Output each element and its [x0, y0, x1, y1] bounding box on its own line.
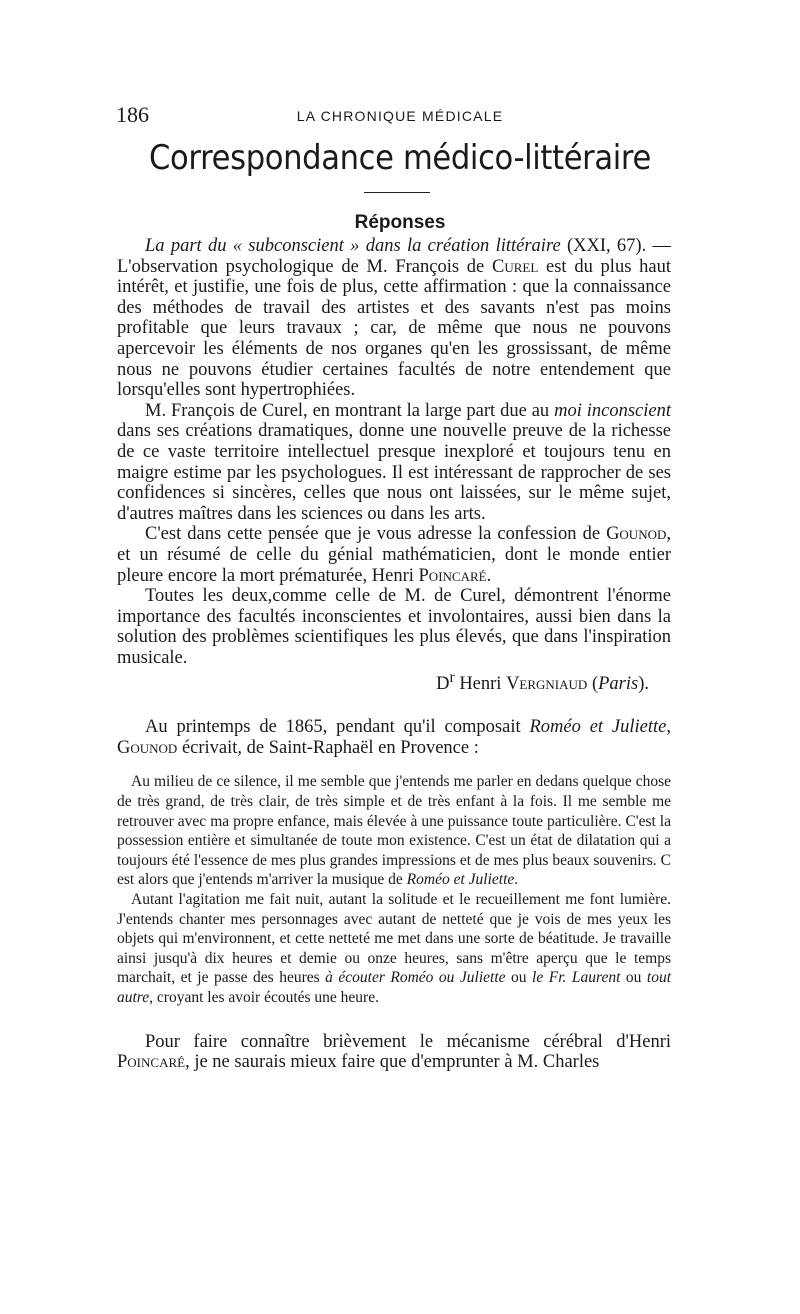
paragraph-2 — [117, 401, 671, 525]
quote-p2-text-2: ou — [505, 969, 533, 987]
topic-italic: La part du « subconscient » dans la création littéraire — [145, 236, 561, 256]
para3-text-1: C'est dans cette pensée que je vous adresse la confession de — [145, 524, 607, 545]
running-header — [0, 102, 800, 132]
paragraph-6 — [117, 1032, 671, 1073]
paragraph-5 — [117, 717, 671, 758]
signature-surname: Vergniaud — [506, 674, 588, 695]
quote-paragraph-2 — [117, 890, 671, 1008]
author-name-gounod: Gounod — [606, 524, 667, 545]
para3-text-2: , et un résumé de celle du génial mathématicien, dont le monde entier pleure encore la mort prématurée, Henri — [117, 524, 671, 586]
para5-text-2: , — [666, 717, 671, 738]
signature-title: D — [436, 674, 450, 695]
para6-text-2: , je ne saurais mieux faire que d'emprunter à M. Charles — [185, 1052, 600, 1073]
signature-place: Paris — [598, 674, 639, 695]
intro-text-1: L'observation psychologique de M. François de — [117, 256, 492, 277]
title-rule — [364, 192, 430, 193]
para5-italic: Roméo et Juliette — [529, 717, 667, 738]
quote-p2-text-4: , croyant les avoir écoutés une heure. — [149, 988, 379, 1006]
para6-text-1: Pour faire connaître brièvement le mécanisme cérébral d'Henri — [145, 1031, 671, 1052]
signature: $D^r$ Henri Vergniaud (Paris). — [436, 669, 649, 695]
author-name-poincare: Poincaré — [418, 565, 487, 586]
quote-p2-italic-1: à écouter Roméo ou Juliette — [325, 969, 506, 987]
quote-p1-text-2: . — [514, 871, 519, 889]
para3-text-3: . — [486, 565, 492, 586]
journal-title: LA CHRONIQUE MÉDICALE — [296, 108, 504, 124]
section-subtitle: Réponses — [354, 212, 446, 233]
author-name-curel: Curel — [492, 256, 539, 277]
para6-name-poincare: Poincaré — [117, 1052, 186, 1073]
topic-ref: (XXI, 67). — — [560, 236, 672, 256]
intro-paragraph — [117, 236, 671, 401]
quote-p2-text-1: Autant l'agitation me fait nuit, autant la solitude et le recueillement me font lumière. J'entends chanter mes personnages avec autant de netteté que je vois de mes yeux les objets qui m'environnent, et cette netteté me met dans une sorte de béatitude. Je travaille ainsi jusqu'à dix heures et demie ou onze heures, sans m'être aperçu que le temps marchait, et je passe des heures — [117, 890, 671, 987]
gounod-quote — [117, 772, 671, 1007]
signature-given-name: Henri — [454, 674, 507, 695]
paragraph-4: Toutes les deux,comme celle de M. de Curel, démontrent l'énorme importance des facultés inconscientes et involontaires, aussi bien dans la solution des problèmes scientifiques les plus élevés, que dans l'inspiration musicale. — [117, 586, 671, 668]
para5-name-gounod: Gounod — [117, 737, 178, 758]
quote-p2-italic-3: tout autre — [117, 969, 672, 1006]
paragraph-3 — [117, 524, 671, 586]
signature-title-sup: r — [449, 669, 455, 687]
quote-p2-text-3: ou — [620, 969, 647, 987]
page-number: 186 — [116, 102, 149, 127]
article-title: Correspondance médico-littéraire — [149, 138, 651, 178]
quote-p1-text-1: Au milieu de ce silence, il me semble que j'entends me parler en dedans quelque chose de très grand, de très clair, de très simple et de très enfant à la fois. Il me semble me retrouver avec ma propre enfance, mais élevée à une puissance toute particulière. C'est la possession entière et simultanée de toute mon existence. C'est un état de dilatation qui a toujours été l'essence de mes plus grandes impressions et de mes plus beaux souvenirs. C est alors que j'entends m'arriver la musique de — [117, 773, 671, 889]
quote-p1-italic: Roméo et Juliette — [406, 871, 515, 889]
article-body — [117, 236, 671, 1073]
quote-paragraph-1 — [117, 772, 671, 890]
para2-italic: moi inconscient — [554, 400, 671, 421]
intro-text-2: est du plus haut intérêt, et justifie, une fois de plus, cette affirmation : que la connaissance des méthodes de travail des artistes et des savants n'est pas moins profitable que leurs travaux ; car, de même que nous ne pouvons apercevoir les éléments de nos organes qu'en les grossissant, de même nous ne pouvons étudier certaines facultés de notre entendement que lorsqu'elles sont hypertrophiées. — [117, 256, 671, 401]
para2-text-2: dans ses créations dramatiques, donne une nouvelle preuve de la richesse de ce vaste territoire intellectuel presque inexploré et toujours tenu en maigre estime par les psychologues. Il est intéressant de rapprocher de ses confidences si sincères, celles que nous ont laissées, sur le même sujet, d'autres maîtres dans les sciences ou dans les arts. — [117, 421, 671, 524]
para2-text-1: M. François de Curel, en montrant la large part due au — [145, 400, 555, 421]
quote-p2-italic-2: le Fr. Laurent — [532, 969, 621, 987]
para5-text-1: Au printemps de 1865, pendant qu'il composait — [145, 717, 530, 738]
para5-text-3: écrivait, de Saint-Raphaël en Provence : — [177, 737, 479, 758]
